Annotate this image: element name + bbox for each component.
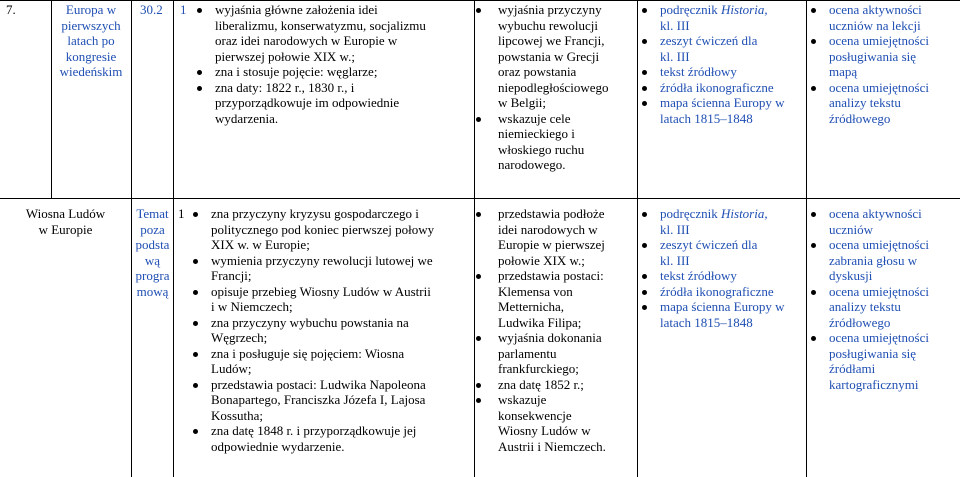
bullet-line: analizy tekstu (829, 95, 901, 110)
topic-line: kongresie (65, 48, 117, 64)
material-item (638, 95, 806, 126)
bullet-line: ocena aktywności (829, 206, 922, 221)
hours-value: 30.2 (140, 2, 163, 17)
bullet-line: lipcowej we Francji, (498, 33, 605, 48)
material-item (638, 284, 806, 300)
basic-requirements-cell (189, 206, 474, 454)
hours-count: 1 (178, 206, 185, 221)
material-line: tekst źródłowy (660, 64, 737, 79)
materials-cell (638, 206, 806, 330)
bullet-line: Bonapartego, Franciszka Józefa I, Lajosa (211, 392, 426, 407)
material-line: kl. III (660, 252, 690, 268)
material-item (638, 268, 806, 284)
bullet-line: opisuje przebieg Wiosny Ludów w Austrii (211, 283, 431, 299)
bullet-line: Europie w pierwszej (498, 237, 605, 252)
requirements-list (189, 206, 474, 454)
table-row-spring-of-nations (0, 198, 960, 477)
material-item (638, 80, 806, 96)
bullet-line: Francji; (211, 268, 252, 283)
col-divider (131, 0, 132, 198)
bullet-line: i w Niemczech; (211, 299, 293, 314)
material-item (638, 299, 806, 330)
bullet-line: przyporządkowuje im odpowiednie (215, 95, 400, 110)
bullet-line: zna datę 1848 r. i przyporządkowuje jej (211, 423, 417, 438)
bullet-line: Ludwika Filipa; (498, 314, 582, 330)
bullet-line: Klemensa von (498, 283, 573, 299)
row-top-border (0, 0, 960, 1)
topic-line: latach po (67, 33, 115, 48)
bullet-line: wyjaśnia główne założenia idei (215, 2, 378, 17)
material-line: kl. III (660, 221, 690, 237)
bullet-item (807, 206, 960, 237)
bullet-line: ocena umiejętności (829, 79, 929, 95)
bullet-item (476, 2, 636, 111)
row-number: 7. (6, 2, 16, 17)
material-item (638, 64, 806, 80)
bullet-line: oraz idei narodowych w Europie w (215, 33, 398, 48)
bullet-item (189, 423, 474, 454)
basic-requirements-cell (193, 2, 474, 126)
bullet-item (807, 237, 960, 284)
bullet-line: idei narodowych w (498, 221, 598, 237)
topic-line: Wiosna Ludów (25, 206, 106, 221)
bullet-item (189, 315, 474, 346)
bullet-line: niepodległościowego (498, 79, 609, 95)
bullet-line: wydarzenia. (215, 110, 279, 126)
bullet-item (807, 284, 960, 331)
bullet-line: Austrii i Niemczech. (498, 438, 606, 454)
bullet-line: posługiwania się (829, 345, 917, 361)
topic-line: wiedeńskim (59, 64, 123, 79)
assessment-list (807, 2, 960, 126)
bullet-item (189, 346, 474, 377)
form-line: progra (135, 268, 170, 283)
material-item (638, 206, 806, 237)
textbook-prefix: podręcznik (660, 206, 722, 221)
bullet-item (189, 206, 474, 253)
bullet-line: powstania w Grecji (498, 48, 600, 64)
assessment-list (807, 206, 960, 392)
bullet-line: parlamentu (498, 345, 557, 361)
bullet-line: politycznego pod koniec pierwszej połowy (211, 221, 435, 237)
material-line: mapa ścienna Europy w (660, 299, 785, 314)
material-line: źródła ikonograficzne (660, 79, 774, 95)
materials-list (638, 2, 806, 126)
bullet-item (189, 377, 474, 424)
bullet-line: ocena aktywności (829, 2, 922, 17)
bullet-line: Ludów; (211, 361, 252, 376)
table-row-europe-after-congress (0, 0, 960, 198)
bullet-line: ocena umiejętności (829, 33, 929, 48)
textbook-line (660, 206, 806, 222)
bullet-line: analizy tekstu (829, 299, 901, 314)
form-cell (132, 206, 173, 299)
bullet-item (189, 284, 474, 315)
textbook-title: Historia, (721, 206, 768, 221)
bullet-line: uczniów (829, 221, 874, 237)
bullet-item (193, 64, 474, 80)
bullet-line: wymienia przyczyny rewolucji lutowej we (211, 252, 433, 268)
bullet-line: wskazuje cele (498, 110, 571, 126)
hours-count: 1 (180, 2, 187, 17)
textbook-prefix: podręcznik (660, 2, 722, 17)
bullet-line: Węgrzech; (211, 330, 268, 345)
material-line: tekst źródłowy (660, 268, 737, 283)
bullet-line: oraz powstania (498, 64, 577, 79)
bullet-line: połowie XIX w.; (498, 252, 585, 268)
material-item (638, 237, 806, 268)
bullet-line: wyjaśnia dokonania (498, 330, 602, 345)
material-line: zeszyt ćwiczeń dla (660, 33, 758, 48)
bullet-item (476, 268, 636, 330)
materials-cell (638, 2, 806, 126)
extended-list (476, 2, 636, 173)
topic-line: w Europie (38, 221, 93, 237)
material-line: zeszyt ćwiczeń dla (660, 237, 758, 252)
form-line: poza (140, 221, 165, 237)
bullet-line: źródłowego (829, 110, 891, 126)
bullet-line: kartograficznymi (829, 376, 919, 392)
material-line: źródła ikonograficzne (660, 283, 774, 299)
bullet-line: liberalizmu, konserwatyzmu, socjalizmu (215, 17, 426, 33)
col-divider (173, 198, 174, 477)
topic-cell (52, 2, 130, 80)
materials-list (638, 206, 806, 330)
bullet-line: niemieckiego i (498, 126, 575, 141)
bullet-item (476, 111, 636, 173)
bullet-line: posługiwania się (829, 48, 917, 64)
extended-requirements-cell (476, 206, 636, 454)
textbook-title: Historia, (721, 2, 768, 17)
bullet-item (189, 253, 474, 284)
bullet-line: XIX w. w Europie; (211, 237, 310, 252)
topic-line: pierwszych (61, 17, 121, 33)
textbook-line (660, 2, 806, 18)
bullet-line: zna przyczyny wybuchu powstania na (211, 314, 409, 330)
bullet-line: odpowiednie wydarzenie. (211, 438, 345, 454)
bullet-line: źródłowego (829, 314, 891, 330)
bullet-line: uczniów na lekcji (829, 17, 921, 33)
material-line: kl. III (660, 17, 690, 33)
material-line: latach 1815–1848 (660, 110, 753, 126)
bullet-item (476, 330, 636, 377)
topic-line: Europa w (65, 2, 117, 17)
extended-requirements-cell (476, 2, 636, 173)
bullet-line: zna i posługuje się pojęciem: Wiosna (211, 345, 405, 361)
bullet-line: pierwszej połowie XIX w.; (215, 48, 355, 64)
bullet-line: zna przyczyny kryzysu gospodarczego i (211, 206, 419, 221)
bullet-line: konsekwencje (498, 407, 572, 423)
bullet-line: przedstawia postaci: Ludwika Napoleona (211, 376, 426, 392)
col-divider (474, 0, 475, 198)
material-item (638, 2, 806, 33)
bullet-item (476, 392, 636, 454)
assessment-cell (807, 206, 960, 392)
bullet-line: zabrania głosu w (829, 252, 918, 268)
assessment-cell (807, 2, 960, 126)
bullet-line: narodowego. (498, 157, 566, 172)
bullet-line: przedstawia postaci: (498, 268, 604, 283)
form-line: wą (144, 252, 161, 268)
bullet-line: wybuchu rewolucji (498, 17, 599, 33)
col-divider (173, 0, 174, 198)
bullet-item (807, 80, 960, 127)
extended-list (476, 206, 636, 454)
bullet-line: włoskiego ruchu (498, 141, 585, 157)
material-line: kl. III (660, 48, 690, 64)
bullet-line: przedstawia podłoże (498, 206, 605, 221)
form-line: Temat (136, 206, 169, 221)
bullet-line: mapą (829, 64, 858, 79)
bullet-line: zna datę 1852 r.; (498, 376, 584, 392)
bullet-item (476, 377, 636, 393)
bullet-line: Metternicha, (498, 299, 565, 314)
bullet-line: zna daty: 1822 r., 1830 r., i (215, 79, 355, 95)
requirements-list (193, 2, 474, 126)
bullet-item (807, 33, 960, 80)
bullet-line: zna i stosuje pojęcie: węglarze; (215, 64, 378, 79)
bullet-line: Wiosny Ludów w (498, 423, 591, 438)
bullet-item (807, 330, 960, 392)
bullet-line: frankfurckiego; (498, 361, 579, 376)
topic-cell (0, 206, 131, 237)
bullet-item (807, 2, 960, 33)
bullet-item (193, 2, 474, 64)
bullet-line: wskazuje (498, 392, 547, 407)
material-line: mapa ścienna Europy w (660, 95, 785, 110)
bullet-line: w Belgii; (498, 95, 547, 110)
form-line: podsta (135, 237, 170, 252)
col-divider (474, 198, 475, 477)
bullet-line: źródłami (829, 361, 876, 376)
row-top-border (0, 198, 960, 199)
bullet-item (193, 80, 474, 127)
bullet-line: ocena umiejętności (829, 237, 929, 252)
bullet-line: ocena umiejętności (829, 283, 929, 299)
bullet-line: wyjaśnia przyczyny (498, 2, 602, 17)
bullet-line: dyskusji (829, 268, 873, 283)
form-line: mową (136, 283, 169, 299)
bullet-line: Kossutha; (211, 407, 263, 423)
material-item (638, 33, 806, 64)
material-line: latach 1815–1848 (660, 314, 753, 330)
bullet-item (476, 206, 636, 268)
bullet-line: ocena umiejętności (829, 330, 929, 345)
